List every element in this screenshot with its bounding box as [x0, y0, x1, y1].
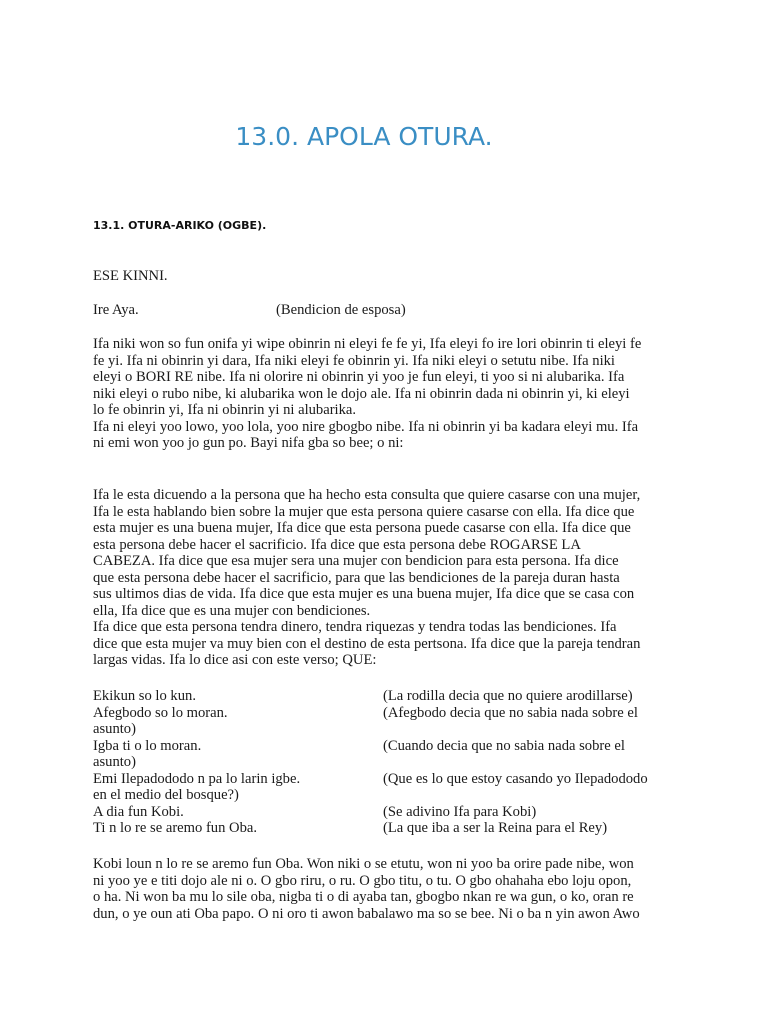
paragraph-yoruba	[93, 336, 676, 452]
paragraph-spanish	[93, 487, 676, 669]
text-line: esta mujer es una buena mujer, Ifa dice que esta persona puede casarse con ella. Ifa dice que	[93, 520, 631, 536]
verse-block	[93, 688, 676, 837]
text-line: eleyi o BORI RE nibe. Ifa ni olorire ni obinrin yi yoo je fun eleyi, ti yoo si ni alubarika. Ifa	[93, 369, 625, 385]
section-heading: 13.1. OTURA-ARIKO (OGBE).	[93, 219, 267, 232]
verse-yoruba: A dia fun Kobi.	[93, 803, 184, 820]
text-line: Ifa le esta hablando bien sobre la mujer que esta persona quiere casarse con ella. Ifa dice que	[93, 503, 635, 520]
verse-row	[93, 721, 676, 738]
verse-yoruba: asunto)	[93, 754, 136, 770]
text-line: ni emi won yoo jo gun po. Bayi nifa gba so bee; o ni:	[93, 435, 404, 451]
verse-row	[93, 705, 676, 722]
text-line: esta persona debe hacer el sacrificio. Ifa dice que esta persona debe ROGARSE LA	[93, 536, 581, 553]
verse-row	[93, 787, 676, 804]
verse-row	[93, 688, 676, 705]
page-title: 13.0. APOLA OTURA.	[235, 122, 493, 151]
text-line: que esta persona debe hacer el sacrificio, para que las bendiciones de la pareja duran hasta	[93, 569, 620, 586]
text-line: fe yi. Ifa ni obinrin yi dara, Ifa niki eleyi fe obinrin yi. Ifa niki eleyi o setutu nibe. Ifa niki	[93, 352, 615, 369]
verse-translation: (La rodilla decia que no quiere arodillarse)	[383, 688, 633, 704]
text-line: Ifa dice que esta persona tendra dinero, tendra riquezas y tendra todas las bendiciones. Ifa	[93, 619, 617, 635]
text-line: sus ultimos dias de vida. Ifa dice que esta mujer es una buena mujer, Ifa dice que se casa con	[93, 586, 635, 602]
text-line: Ifa le esta dicuendo a la persona que ha hecho esta consulta que quiere casarse con una mujer,	[93, 487, 641, 503]
verse-yoruba: en el medio del bosque?)	[93, 787, 239, 803]
ire-row	[93, 302, 676, 319]
verse-yoruba: Emi Ilepadododo n pa lo larin igbe.	[93, 770, 301, 787]
text-line: ella, Ifa dice que es una mujer con bendiciones.	[93, 602, 371, 619]
text-line: largas vidas. Ifa lo dice asi con este verso; QUE:	[93, 652, 377, 668]
verse-row	[93, 738, 676, 755]
text-line: dice que esta mujer va muy bien con el destino de esta pertsona. Ifa dice que la pareja tendran	[93, 635, 641, 652]
text-line: Ifa niki won so fun onifa yi wipe obinrin ni eleyi fe fe yi, Ifa eleyi fo ire lori obinrin ti eleyi fe	[93, 336, 642, 352]
text-line: Kobi loun n lo re se aremo fun Oba. Won niki o se etutu, won ni yoo ba orire pade nibe, won	[93, 856, 634, 872]
verse-row	[93, 754, 676, 771]
text-line: Ifa ni eleyi yoo lowo, yoo lola, yoo nire gbogbo nibe. Ifa ni obinrin yi ba kadara eleyi mu. Ifa	[93, 418, 639, 435]
ire-line	[93, 302, 676, 319]
verse-translation: (Se adivino Ifa para Kobi)	[383, 803, 537, 820]
verse-yoruba: Ti n lo re se aremo fun Oba.	[93, 820, 258, 836]
verse-translation: (Cuando decia que no sabia nada sobre el	[383, 737, 625, 754]
verse-translation: (Afegbodo decia que no sabia nada sobre el	[383, 704, 638, 721]
text-line: dun, o ye oun ati Oba papo. O ni oro ti awon babalawo ma so se bee. Ni o ba n yin awon Awo	[93, 905, 640, 922]
verse-row	[93, 804, 676, 821]
ese-heading: ESE KINNI.	[93, 268, 168, 284]
ire-label: Ire Aya.	[93, 302, 139, 318]
text-line: niki eleyi o rubo nibe, ki alubarika won le dojo ale. Ifa ni obinrin dada ni obinrin yi, ki eleyi	[93, 385, 630, 402]
text-line: CABEZA. Ifa dice que esa mujer sera una mujer con bendicion para esta persona. Ifa dice	[93, 553, 619, 569]
text-line: lo fe obinrin yi, Ifa ni obinrin yi ni alubarika.	[93, 402, 357, 418]
text-line: o ha. Ni won ba mu lo sile oba, nigba ti o di ayaba tan, gbogbo nkan re wa gun, o ko, oran re	[93, 889, 634, 905]
verse-translation: (Que es lo que estoy casando yo Ilepadododo	[383, 770, 648, 787]
verse-row	[93, 771, 676, 788]
ire-translation: (Bendicion de esposa)	[276, 302, 406, 318]
verse-row	[93, 820, 676, 837]
verse-yoruba: Igba ti o lo moran.	[93, 737, 202, 754]
verse-yoruba: asunto)	[93, 721, 136, 737]
text-line: ni yoo ye e titi dojo ale ni o. O gbo riru, o ru. O gbo titu, o tu. O gbo ohahaha ebo loju opon,	[93, 872, 632, 889]
verse-yoruba: Ekikun so lo kun.	[93, 688, 196, 704]
verse-yoruba: Afegbodo so lo moran.	[93, 704, 228, 721]
verse-translation: (La que iba a ser la Reina para el Rey)	[383, 820, 608, 836]
paragraph-story	[93, 856, 676, 922]
